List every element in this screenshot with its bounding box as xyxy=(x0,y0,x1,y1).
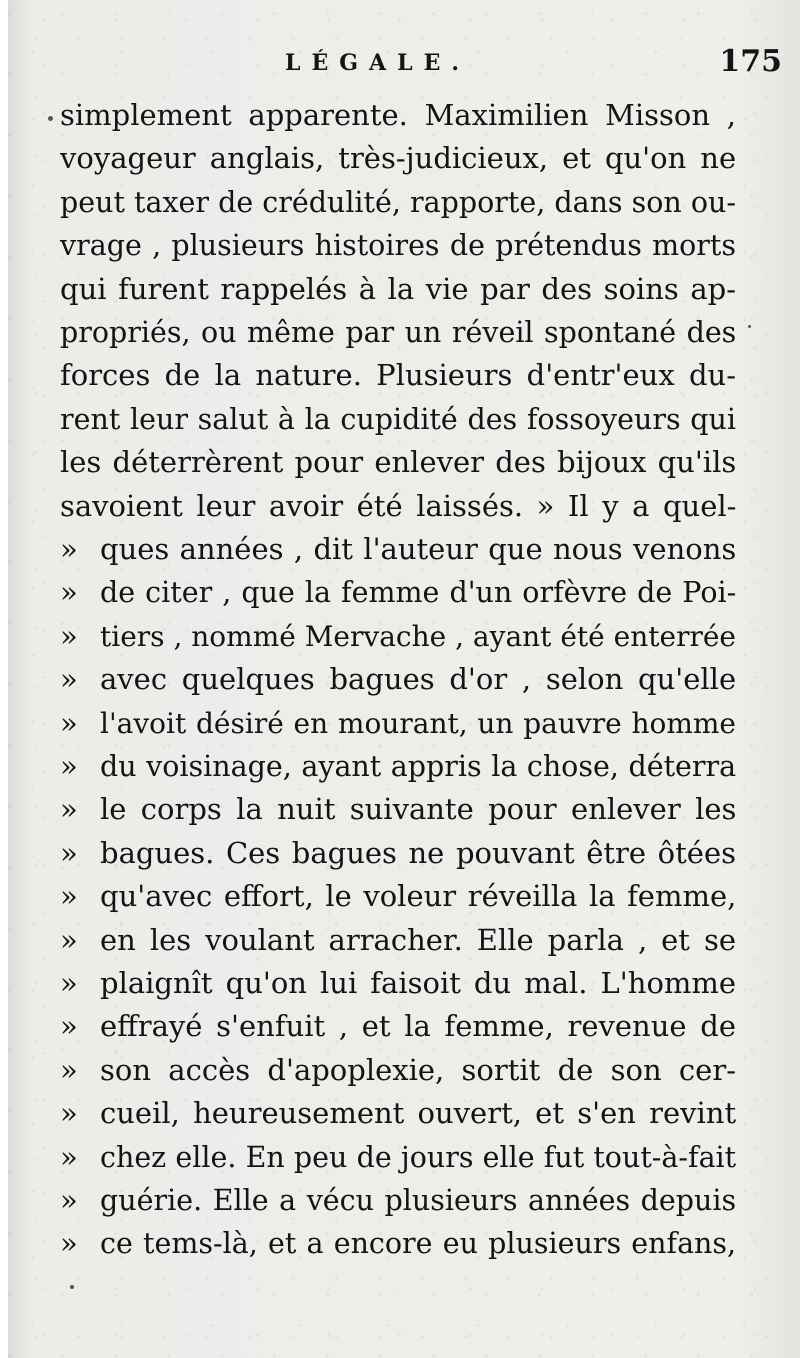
guillemet-mark: » xyxy=(60,532,78,566)
guillemet-mark: » xyxy=(60,749,78,783)
guillemet-mark: » xyxy=(60,792,78,827)
guillemet-mark: » xyxy=(60,575,78,610)
guillemet-mark: » xyxy=(60,879,78,914)
text-line xyxy=(60,138,736,178)
line-text: bagues. Ces bagues ne pouvant être ôtées xyxy=(100,835,736,870)
guillemet-mark: » xyxy=(60,1052,78,1087)
page-number: 175 xyxy=(719,44,782,79)
line-text: savoient leur avoir été laissés. » Il y a quel- xyxy=(60,488,737,523)
line-text: du voisinage, ayant appris la chose, déterra xyxy=(100,750,737,783)
line-text: effrayé s'enfuit , et la femme, revenue de xyxy=(100,1009,736,1044)
text-line xyxy=(60,789,736,829)
line-text: tiers , nommé Mervache , ayant été enterrée xyxy=(100,619,736,653)
text-line xyxy=(60,442,736,482)
text-line xyxy=(60,182,736,222)
line-text: propriés, ou même par un réveil spontané des xyxy=(60,316,737,349)
guillemet-mark: » xyxy=(60,705,78,740)
text-line xyxy=(60,616,736,656)
ink-speck xyxy=(748,325,751,328)
text-line xyxy=(60,269,736,309)
ink-speck xyxy=(48,116,53,121)
page-header xyxy=(0,44,800,84)
guillemet-mark: » xyxy=(60,1096,78,1131)
line-text: qu'avec effort, le voleur réveilla la femme, xyxy=(100,879,737,914)
line-text: de citer , que la femme d'un orfèvre de Poi- xyxy=(100,576,737,610)
text-line xyxy=(60,703,736,743)
text-line xyxy=(60,1093,736,1133)
line-text: le corps la nuit suivante pour enlever les xyxy=(100,792,737,827)
text-line xyxy=(60,225,736,265)
line-text: ques années , dit l'auteur que nous venons xyxy=(100,532,737,566)
running-head: LÉGALE. xyxy=(285,50,470,76)
line-text: rent leur salut à la cupidité des fossoyeurs qui xyxy=(60,402,736,436)
line-text: son accès d'apoplexie, sortit de son cer- xyxy=(100,1052,736,1087)
line-text: avec quelques bagues d'or , selon qu'elle xyxy=(100,662,737,697)
guillemet-mark: » xyxy=(60,835,78,870)
text-line xyxy=(60,1180,736,1220)
guillemet-mark: » xyxy=(60,618,78,653)
guillemet-mark: » xyxy=(60,662,78,697)
ink-speck xyxy=(70,1285,74,1289)
line-text: l'avoit désiré en mourant, un pauvre homme xyxy=(100,706,736,740)
text-line xyxy=(60,659,736,699)
line-text: peut taxer de crédulité, rapporte, dans son ou- xyxy=(60,185,736,219)
text-line xyxy=(60,876,736,916)
text-line xyxy=(60,399,736,439)
line-text: vrage , plusieurs histoires de prétendus morts xyxy=(60,229,736,263)
guillemet-mark: » xyxy=(60,1226,78,1261)
line-text: plaignît qu'on lui faisoit du mal. L'homme xyxy=(100,966,737,1000)
text-line xyxy=(60,355,736,395)
guillemet-mark: » xyxy=(60,922,78,957)
guillemet-mark: » xyxy=(60,1009,78,1044)
text-line xyxy=(60,95,736,135)
page-left-edge xyxy=(0,0,8,1358)
line-text: chez elle. En peu de jours elle fut tout-à-fait xyxy=(100,1140,737,1174)
line-text: qui furent rappelés à la vie par des soins ap- xyxy=(60,271,736,306)
guillemet-mark: » xyxy=(60,1183,78,1217)
guillemet-mark: » xyxy=(60,966,78,1000)
text-line xyxy=(60,1050,736,1090)
text-line xyxy=(60,1223,736,1263)
text-line xyxy=(60,529,736,569)
text-line xyxy=(60,486,736,526)
line-text: guérie. Elle a vécu plusieurs années depuis xyxy=(100,1184,737,1217)
text-line xyxy=(60,1137,736,1177)
line-text: forces de la nature. Plusieurs d'entr'eux du- xyxy=(60,358,736,393)
text-line xyxy=(60,1006,736,1046)
text-line xyxy=(60,312,736,352)
text-line xyxy=(60,920,736,960)
line-text: simplement apparente. Maximilien Misson , xyxy=(60,98,736,132)
line-text: les déterrèrent pour enlever des bijoux qu'ils xyxy=(60,445,737,480)
guillemet-mark: » xyxy=(60,1139,78,1174)
line-text: en les voulant arracher. Elle parla , et se xyxy=(100,922,736,957)
line-text: voyageur anglais, très-judicieux, et qu'on ne xyxy=(60,141,737,176)
text-line xyxy=(60,572,736,612)
line-text: cueil, heureusement ouvert, et s'en revint xyxy=(100,1096,737,1131)
text-line xyxy=(60,963,736,1003)
text-line xyxy=(60,746,736,786)
line-text: ce tems-là, et a encore eu plusieurs enfans, xyxy=(100,1227,737,1261)
text-line xyxy=(60,833,736,873)
